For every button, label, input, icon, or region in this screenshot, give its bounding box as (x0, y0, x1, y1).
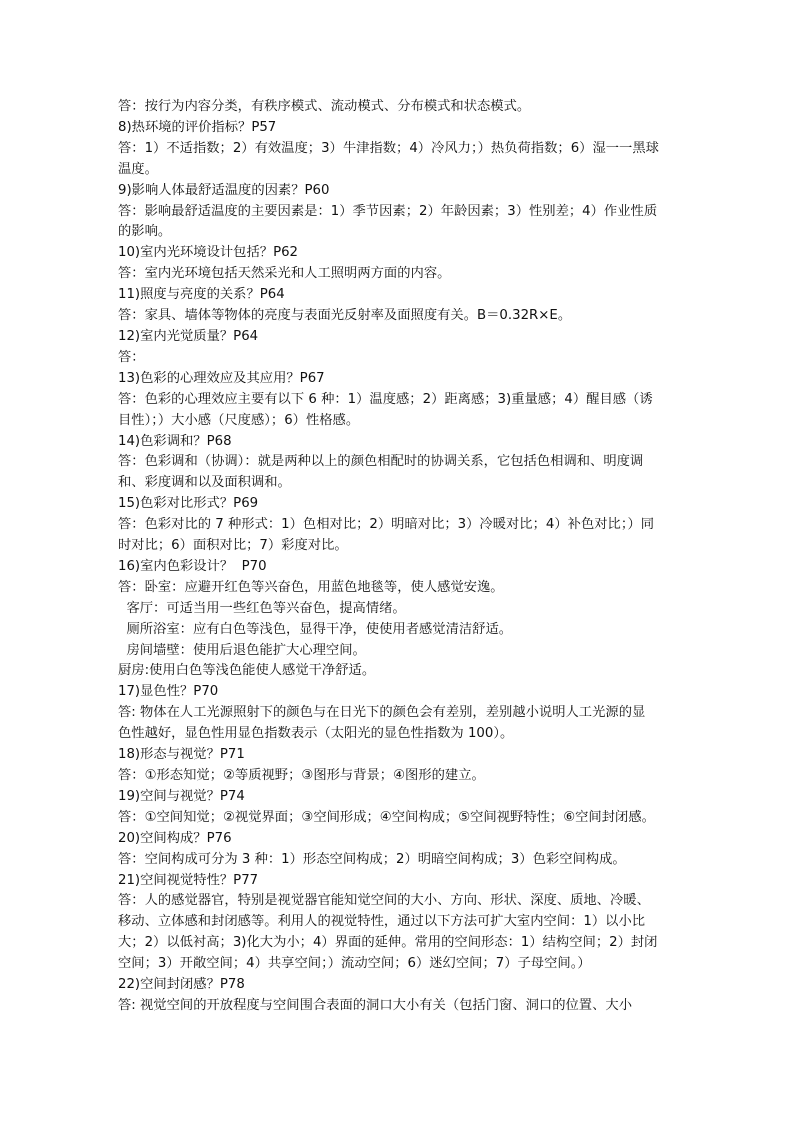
question-heading: 18)形态与视觉？P71 (118, 747, 245, 763)
text-line: 答: 视觉空间的开放程度与空间围合表面的洞口大小有关（包括门窗、洞口的位置、大小 (118, 997, 632, 1013)
text-line: 厨房:使用白色等浅色能使人感觉干净舒适。 (118, 663, 376, 679)
text-line: 答：家具、墙体等物体的亮度与表面光反射率及面照度有关。B＝0.32R×E。 (118, 308, 572, 324)
question-heading: 13)色彩的心理效应及其应用？P67 (118, 370, 325, 386)
text-line: 色性越好，显色性用显色指数表示（太阳光的显色性指数为 100）。 (118, 726, 514, 742)
text-line: 厕所浴室：应有白色等浅色，显得干净，使使用者感觉清洁舒适。 (118, 621, 513, 637)
text-line: 移动、立体感和封闭感等。利用人的视觉特性，通过以下方法可扩大室内空间：1）以小比 (118, 914, 646, 930)
question-heading: 16)室内色彩设计？ P70 (118, 558, 267, 574)
question-heading: 22)空间封闭感？P78 (118, 977, 245, 993)
question-heading: 15)色彩对比形式？P69 (118, 496, 259, 512)
text-line: 答：①形态知觉；②等质视野；③图形与背景；④图形的建立。 (118, 768, 485, 783)
text-line: 答：①空间知觉；②视觉界面；③空间形成；④空间构成；⑤空间视野特性；⑥空间封闭感。 (118, 809, 655, 825)
text-line: 答：1）不适指数；2）有效温度；3）牛津指数；4）冷风力；）热负荷指数；6）湿一一黑球 (118, 140, 659, 156)
question-heading: 10)室内光环境设计包括？P62 (118, 245, 299, 261)
question-heading: 12)室内光觉质量？P64 (118, 328, 259, 344)
text-line: 房间墙壁：使用后退色能扩大心理空间。 (118, 642, 366, 658)
text-line: 答: 物体在人工光源照射下的颜色与在日光下的颜色会有差别，差别越小说明人工光源的显 (118, 705, 646, 721)
text-line: 答： (118, 349, 145, 365)
text-line: 答：室内光环境包括天然采光和人工照明两方面的内容。 (118, 266, 451, 282)
text-line: 答：色彩调和（协调）：就是两种以上的颜色相配时的协调关系，它包括色相调和、明度调 (118, 454, 644, 470)
text-line: 时对比；6）面积对比；7）彩度对比。 (118, 538, 348, 554)
document-body (118, 97, 680, 1017)
text-line: 和、彩度调和以及面积调和。 (118, 475, 291, 491)
text-line: 客厅：可适当用一些红色等兴奋色，提高情绪。 (118, 600, 406, 616)
question-heading: 11)照度与亮度的关系？P64 (118, 287, 285, 303)
question-heading: 17)显色性？P70 (118, 684, 219, 700)
text-line: 答：色彩对比的 7 种形式：1）色相对比；2）明暗对比；3）冷暖对比；4）补色对比；）同 (118, 517, 655, 533)
text-line: 的影响。 (118, 224, 172, 240)
question-heading: 9)影响人体最舒适温度的因素？P60 (118, 182, 330, 198)
question-heading: 8)热环境的评价指标？P57 (118, 119, 277, 135)
text-line: 答：按行为内容分类，有秩序模式、流动模式、分布模式和状态模式。 (118, 99, 531, 114)
question-heading: 20)空间构成？P76 (118, 830, 232, 846)
question-heading: 21)空间视觉特性？P77 (118, 872, 259, 888)
question-heading: 14)色彩调和？P68 (118, 433, 232, 449)
text-line: 温度。 (118, 161, 158, 177)
text-line: 空间；3）开敞空间；4）共享空间；）流动空间；6）迷幻空间；7）子母空间。） (118, 956, 591, 972)
text-line: 目性）；）大小感（尺度感）；6）性格感。 (118, 412, 360, 428)
text-line: 答：色彩的心理效应主要有以下 6 种：1）温度感；2）距离感；3)重量感；4）醒目感（诱 (118, 391, 653, 407)
question-heading: 19)空间与视觉？P74 (118, 788, 245, 804)
text-line: 答：人的感觉器官，特别是视觉器官能知觉空间的大小、方向、形状、深度、质地、冷暖、 (118, 893, 650, 909)
text-line: 答：影响最舒适温度的主要因素是：1）季节因素；2）年龄因素；3）性别差；4）作业性质 (118, 203, 658, 219)
text-line: 答：卧室：应避开红色等兴奋色，用蓝色地毯等，使人感觉安逸。 (118, 579, 504, 595)
text-line: 大；2）以低衬高；3)化大为小；4）界面的延伸。常用的空间形态：1）结构空间；2）封闭 (118, 935, 658, 951)
text-line: 答：空间构成可分为 3 种：1）形态空间构成；2）明暗空间构成；3）色彩空间构成。 (118, 851, 626, 867)
